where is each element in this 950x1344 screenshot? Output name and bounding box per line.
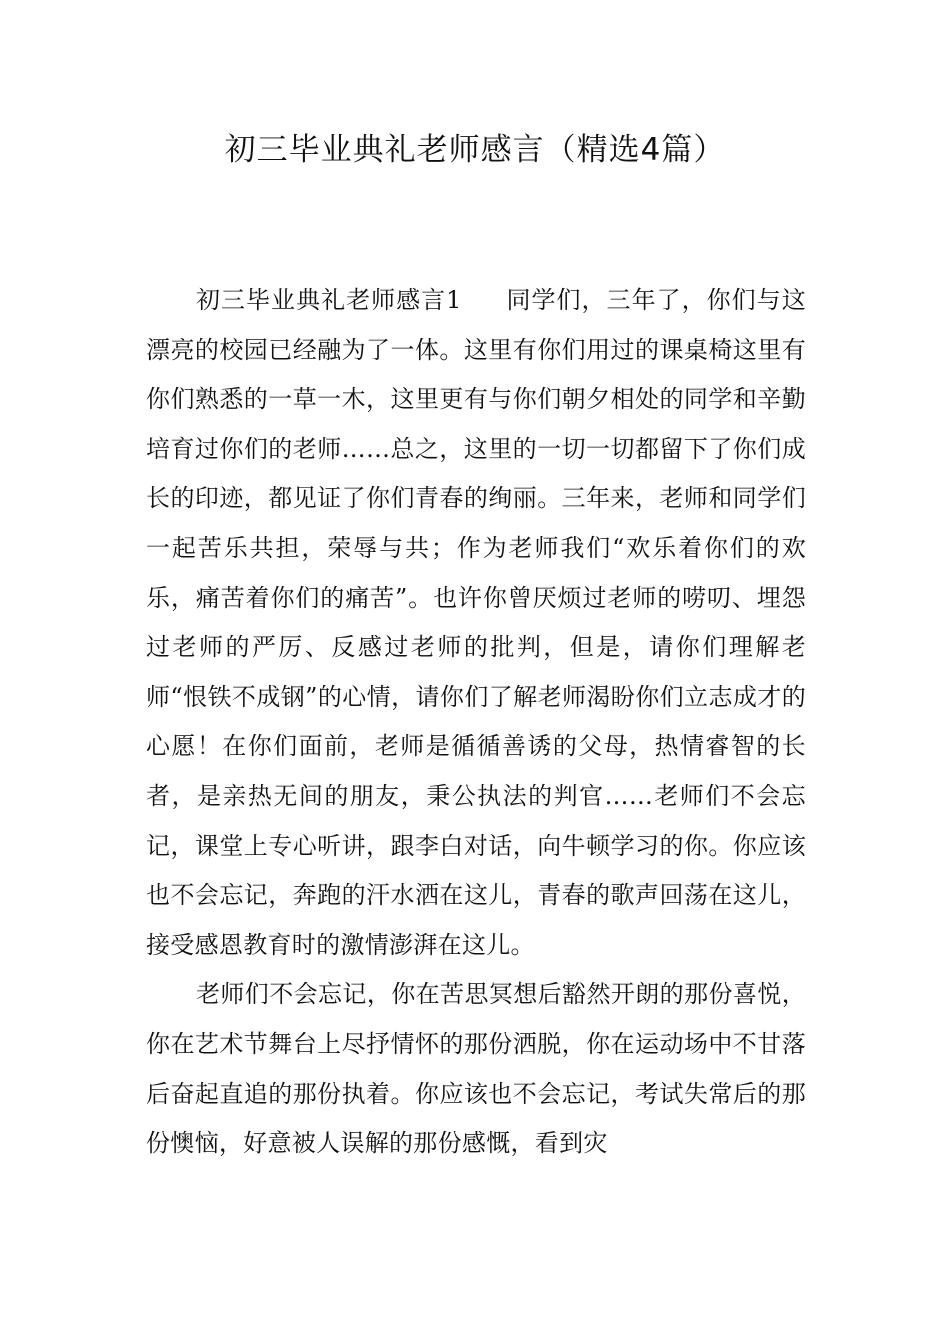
paragraph-1-text: 同学们，三年了，你们与这漂亮的校园已经融为了一体。这里有你们用过的课桌椅这里有你们熟悉的一草一木，这里更有与你们朝夕相处的同学和辛勤培育过你们的老师……总之，这里的一切一切都留下了你们成长的印迹，都见证了你们青春的绚丽。三年来，老师和同学们一起苦乐共担，荣辱与共；作为老师我们“欢乐着你们的欢乐，痛苦着你们的痛苦”。也许你曾厌烦过老师的唠叨、埋怨过老师的严厉、反感过老师的批判，但是，请你们理解老师“恨铁不成钢”的心情，请你们了解老师渴盼你们立志成才的心愿！在你们面前，老师是循循善诱的父母，热情睿智的长者，是亲热无间的朋友，秉公执法的判官……老师们不会忘记，课堂上专心听讲，跟李白对话，向牛顿学习的你。你应该也不会忘记，奔跑的汗水洒在这儿，青春的歌声回荡在这儿，接受感恩教育时的激情澎湃在这儿。 [146,286,806,959]
paragraph-2-text: 老师们不会忘记，你在苦思冥想后豁然开朗的那份喜悦，你在艺术节舞台上尽抒情怀的那份洒脱，你在运动场中不甘落后奋起直追的那份执着。你应该也不会忘记，考试失常后的那份懊恼，好意被人误解的那份感慨，看到灾 [146,980,806,1158]
paragraph-1-heading: 初三毕业典礼老师感言1 [196,286,462,314]
document-body [146,276,806,1169]
paragraph-1 [146,276,806,970]
paragraph-2 [146,970,806,1168]
document-title: 初三毕业典礼老师感言（精选4篇） [224,132,726,168]
